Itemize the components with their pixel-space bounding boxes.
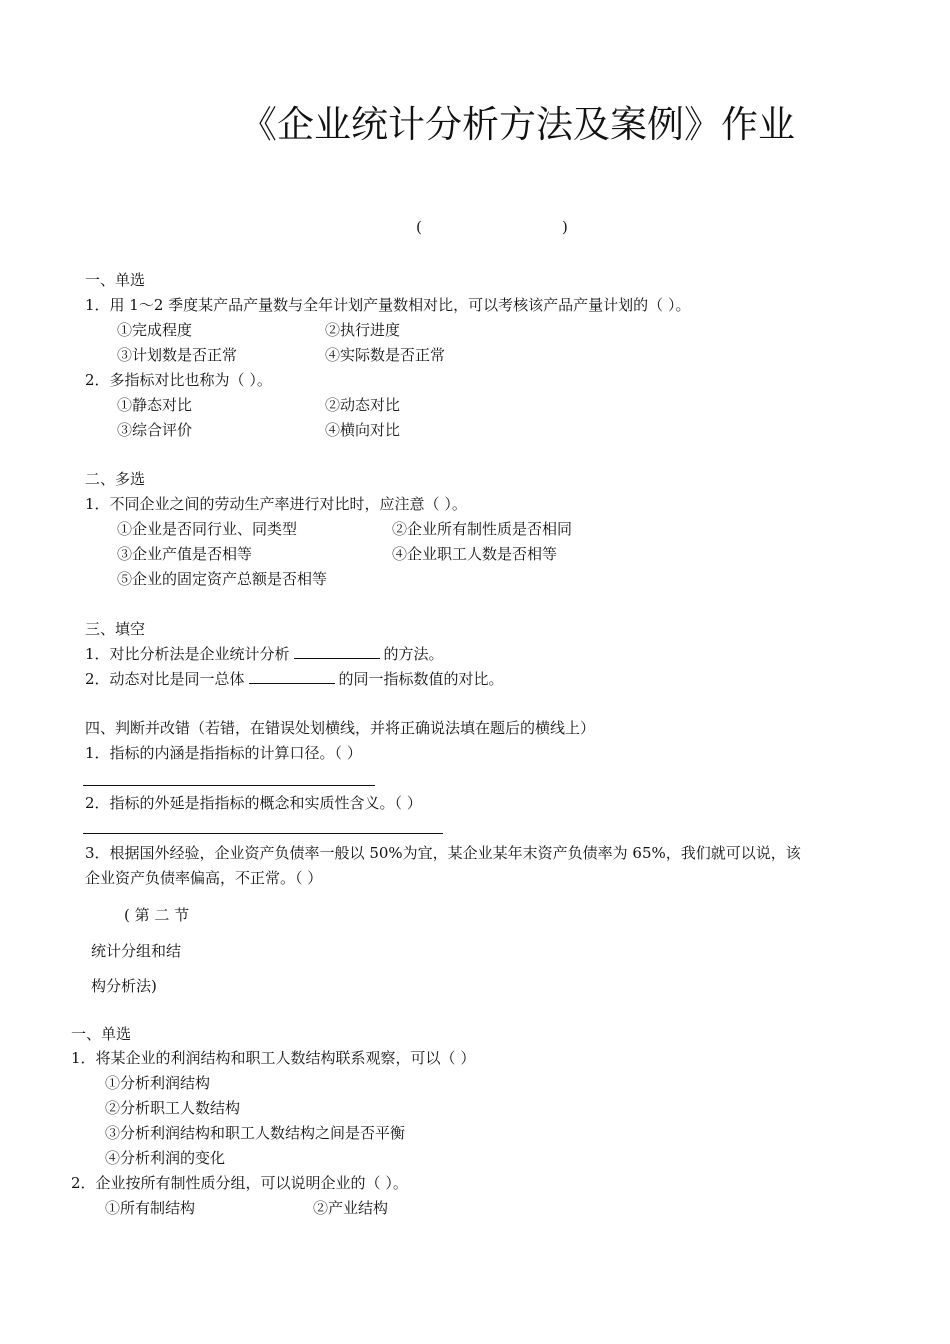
close-parenthesis: ) <box>562 218 568 236</box>
option: ②产业结构 <box>313 1199 389 1217</box>
option: ①企业是否同行业、同类型 <box>117 520 298 538</box>
judge-question-3-line-2: 企业资产负债率偏高，不正常。（ ） <box>85 869 323 887</box>
option: ③计划数是否正常 <box>117 346 238 364</box>
option: ①所有制结构 <box>105 1199 196 1217</box>
judge-question-1: 1．指标的内涵是指指标的计算口径。（ ） <box>85 744 362 762</box>
option: ①静态对比 <box>117 396 193 414</box>
judge-heading: 四、判断并改错（若错，在错误处划横线，并将正确说法填在题后的横线上） <box>85 719 596 737</box>
question-multi-1: 1．不同企业之间的劳动生产率进行对比时，应注意（ ）。 <box>85 495 467 513</box>
open-parenthesis: ( <box>416 218 422 236</box>
answer-line[interactable] <box>83 785 375 786</box>
option: ④分析利润的变化 <box>105 1149 226 1167</box>
document-title: 《企业统计分析方法及案例》作业 <box>240 103 795 146</box>
fill-text: 1．对比分析法是企业统计分析 <box>85 645 290 663</box>
question-single-2: 2．企业按所有制性质分组，可以说明企业的（ ）。 <box>71 1174 408 1192</box>
answer-blank[interactable] <box>294 644 380 659</box>
section-heading-line-3: 构分析法) <box>91 977 157 995</box>
question-single-2: 2．多指标对比也称为（ ）。 <box>85 371 272 389</box>
fill-question-2 <box>85 669 504 689</box>
option: ①分析利润结构 <box>105 1074 211 1092</box>
section-heading-line-1: ( 第 二 节 <box>124 906 190 924</box>
option: ③综合评价 <box>117 421 193 439</box>
answer-blank[interactable] <box>249 669 335 684</box>
multi-choice-heading: 二、多选 <box>85 470 146 488</box>
option: ②执行进度 <box>325 321 401 339</box>
question-single-1: 1．将某企业的利润结构和职工人数结构联系观察，可以（ ） <box>71 1049 476 1067</box>
fill-text: 的方法。 <box>383 645 444 663</box>
option: ②分析职工人数结构 <box>105 1099 241 1117</box>
question-single-1: 1．用 1～2 季度某产品产量数与全年计划产量数相对比，可以考核该产品产量计划的（ ）。 <box>85 296 691 314</box>
option: ②动态对比 <box>325 396 401 414</box>
section-heading-line-2: 统计分组和结 <box>91 942 182 960</box>
option: ④实际数是否正常 <box>325 346 446 364</box>
option: ④企业职工人数是否相等 <box>392 545 558 563</box>
option: ⑤企业的固定资产总额是否相等 <box>117 570 328 588</box>
fill-question-1 <box>85 644 444 664</box>
fill-blank-heading: 三、填空 <box>85 620 146 638</box>
single-choice-heading: 一、单选 <box>71 1025 132 1043</box>
single-choice-heading: 一、单选 <box>85 271 146 289</box>
option: ②企业所有制性质是否相同 <box>392 520 573 538</box>
judge-question-3-line-1: 3．根据国外经验，企业资产负债率一般以 50%为宜，某企业某年末资产负债率为 65%，我们就可以说，该 <box>85 844 801 862</box>
fill-text: 2．动态对比是同一总体 <box>85 670 245 688</box>
option: ④横向对比 <box>325 421 401 439</box>
option: ③分析利润结构和职工人数结构之间是否平衡 <box>105 1124 406 1142</box>
option: ①完成程度 <box>117 321 193 339</box>
fill-text: 的同一指标数值的对比。 <box>338 670 504 688</box>
answer-line[interactable] <box>83 833 443 834</box>
option: ③企业产值是否相等 <box>117 545 253 563</box>
judge-question-2: 2．指标的外延是指指标的概念和实质性含义。（ ） <box>85 794 422 812</box>
